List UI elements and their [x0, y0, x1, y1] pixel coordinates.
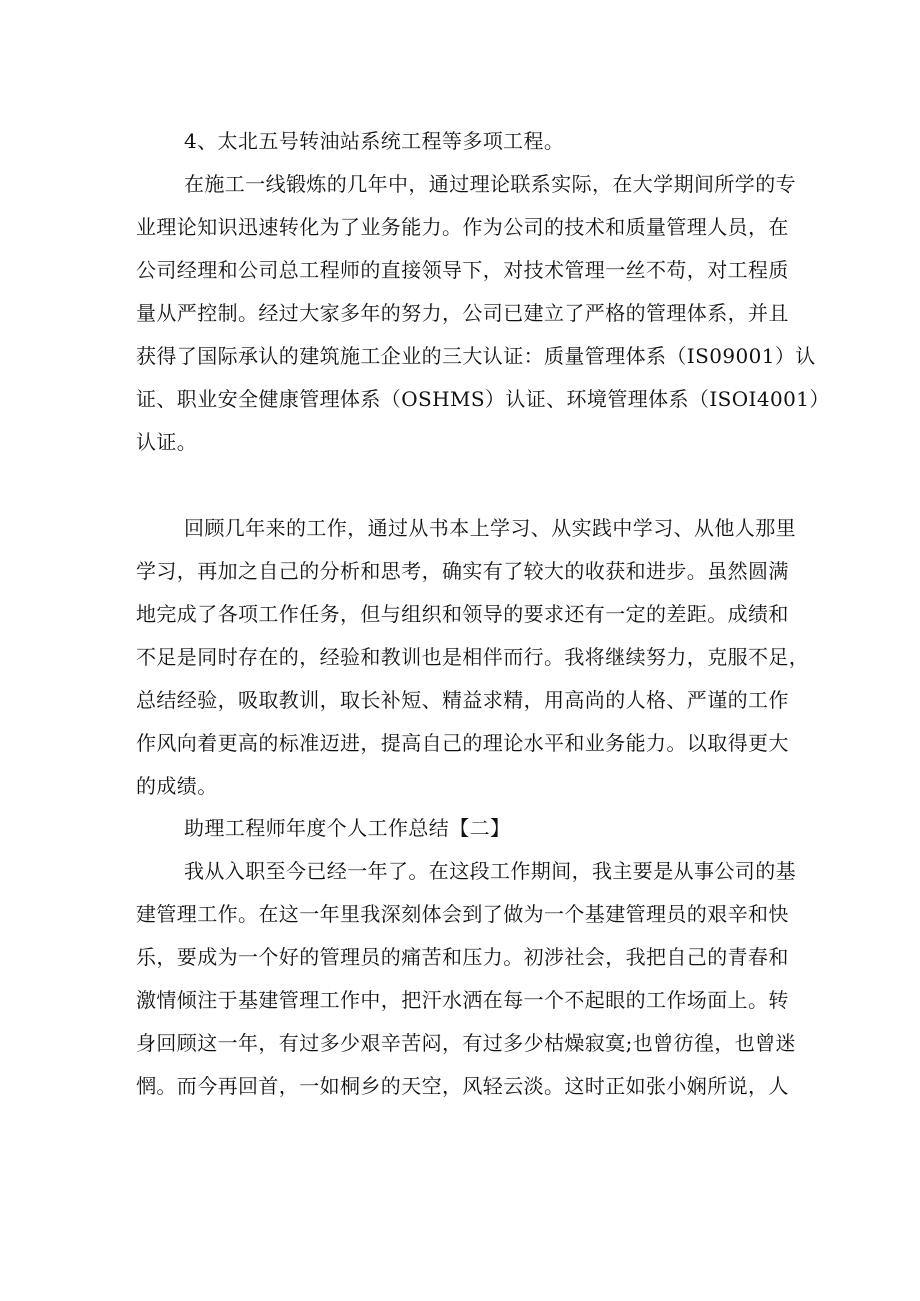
text-line: 激情倾注于基建管理工作中，把汗水洒在每一个不起眼的工作场面上。转: [136, 988, 789, 1012]
text-line: 在施工一线锻炼的几年中，通过理论联系实际，在大学期间所学的专: [184, 172, 796, 196]
text-line: 助理工程师年度个人工作总结【二】: [184, 816, 511, 840]
text-line: 作风向着更高的标准迈进，提高自己的理论水平和业务能力。以取得更大: [136, 731, 789, 755]
text-line: 总结经验，吸取教训，取长补短、精益求精，用高尚的人格、严谨的工作: [136, 688, 789, 712]
text-line: 身回顾这一年，有过多少艰辛苦闷，有过多少枯燥寂寞;也曾彷徨，也曾迷: [136, 1031, 796, 1055]
paragraph-construction-experience: [136, 163, 830, 464]
text-line: 乐，要成为一个好的管理员的痛苦和压力。初涉社会，我把自己的青春和: [136, 945, 789, 969]
text-line: 业理论知识迅速转化为了业务能力。作为公司的技术和质量管理人员，在: [136, 215, 789, 239]
text-line: 惘。而今再回首，一如桐乡的天空，风轻云淡。这时正如张小娴所说，人: [136, 1074, 789, 1098]
paragraph-review: [136, 507, 810, 808]
text-line: 4、太北五号转油站系统工程等多项工程。: [184, 129, 565, 153]
text-line: 地完成了各项工作任务，但与组织和领导的要求还有一定的差距。成绩和: [136, 602, 789, 626]
text-line: 我从入职至今已经一年了。在这段工作期间，我主要是从事公司的基: [184, 859, 796, 883]
text-line: 建管理工作。在这一年里我深刻体会到了做为一个基建管理员的艰辛和快: [136, 902, 789, 926]
paragraph-one-year: [136, 850, 796, 1108]
text-line: 证、职业安全健康管理体系（OSHMS）认证、环境管理体系（ISOI4001）: [136, 387, 830, 411]
paragraph-project-item: [136, 120, 796, 163]
text-line: 的成绩。: [136, 774, 218, 798]
text-line: 回顾几年来的工作，通过从书本上学习、从实践中学习、从他人那里: [184, 516, 796, 540]
section-heading: [136, 807, 796, 850]
text-line: 获得了国际承认的建筑施工企业的三大认证：质量管理体系（IS09001）认: [136, 344, 816, 368]
text-line: 学习，再加之自己的分析和思考，确实有了较大的收获和进步。虽然圆满: [136, 559, 789, 583]
text-line: 公司经理和公司总工程师的直接领导下，对技术管理一丝不苟，对工程质: [136, 258, 789, 282]
text-line: 量从严控制。经过大家多年的努力，公司已建立了严格的管理体系，并且: [136, 301, 789, 325]
text-line: 认证。: [136, 430, 198, 454]
text-line: 不足是同时存在的，经验和教训也是相伴而行。我将继续努力，克服不足，: [136, 645, 810, 669]
